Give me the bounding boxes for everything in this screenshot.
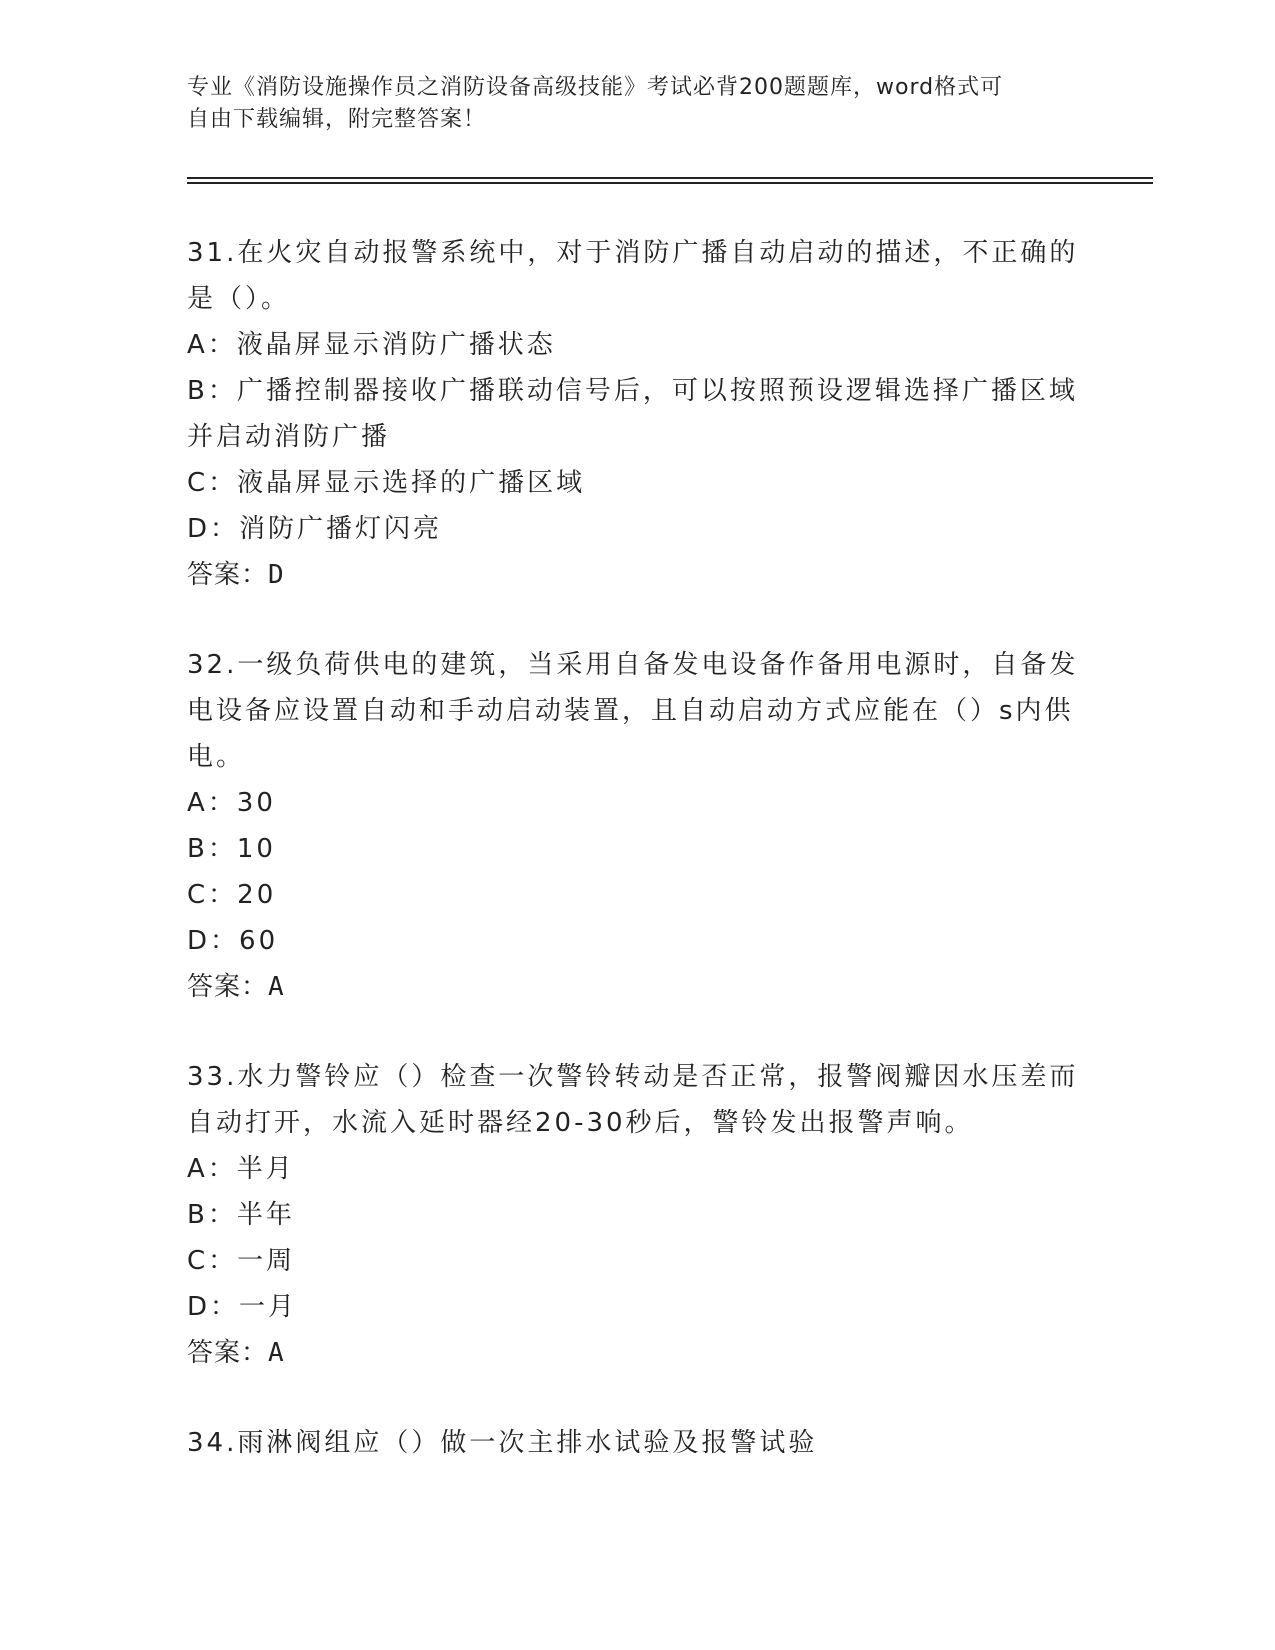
question-block [187,642,1087,1010]
option-line: A：30 [187,788,276,818]
option-line: D：消防广播灯闪亮 [187,514,443,544]
option-line: C：液晶屏显示选择的广播区域 [187,468,586,498]
question-stem-line: 自动打开，水流入延时器经20-30秒后，警铃发出报警声响。 [187,1108,974,1138]
option-line: 并启动消防广播 [187,422,391,452]
document-header [187,72,1067,136]
question-block [187,1420,1087,1466]
question-spacer [187,598,1087,642]
header-divider-top [187,177,1153,179]
option-line: D：一月 [187,1292,298,1322]
option-line: C：一周 [187,1246,296,1276]
option-line: B：10 [187,834,276,864]
answer-line: 答案：A [187,972,285,1002]
answer-line: 答案：D [187,560,285,590]
question-stem-line: 32.一级负荷供电的建筑，当采用自备发电设备作备用电源时，自备发 [187,650,1079,680]
header-line-2: 自由下载编辑，附完整答案！ [187,107,487,132]
question-stem-line: 电。 [187,742,246,772]
option-line: B：广播控制器接收广播联动信号后，可以按照预设逻辑选择广播区域 [187,376,1078,406]
question-stem-line: 电设备应设置自动和手动启动装置，且自动启动方式应能在（）s内供 [187,696,1074,726]
option-line: C：20 [187,880,277,910]
question-spacer [187,1376,1087,1420]
question-stem-line: 33.水力警铃应（）检查一次警铃转动是否正常，报警阀瓣因水压差而 [187,1062,1079,1092]
question-stem-line: 31.在火灾自动报警系统中，对于消防广播自动启动的描述，不正确的 [187,238,1079,268]
option-line: A：半月 [187,1154,295,1184]
question-block [187,1054,1087,1376]
option-line: B：半年 [187,1200,295,1230]
option-line: A：液晶屏显示消防广播状态 [187,330,556,360]
question-stem-line: 是（）。 [187,284,291,314]
question-stem-line: 34.雨淋阀组应（）做一次主排水试验及报警试验 [187,1428,818,1458]
option-line: D：60 [187,926,279,956]
answer-line: 答案：A [187,1338,285,1368]
question-spacer [187,1010,1087,1054]
header-divider-bottom [187,182,1153,184]
header-line-1: 专业《消防设施操作员之消防设备高级技能》考试必背200题题库，word格式可 [187,75,1004,100]
question-list [187,230,1087,1466]
question-block [187,230,1087,598]
